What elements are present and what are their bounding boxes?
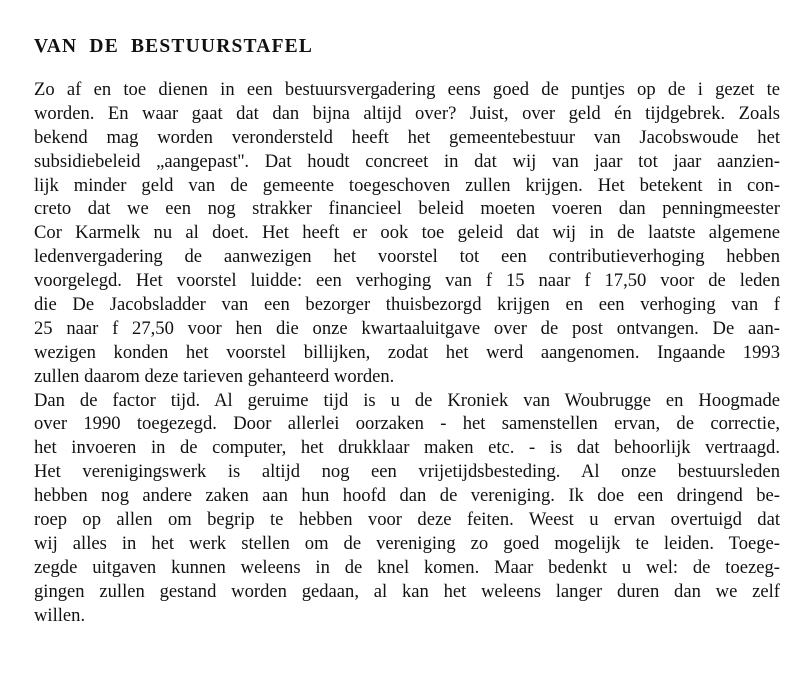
text-line: over 1990 toegezegd. Door allerlei oorzaken - het samenstellen ervan, de correctie, [34, 413, 780, 435]
text-line: hebben nog andere zaken aan hun hoofd dan de vereniging. Ik doe een dringend be- [34, 485, 780, 507]
text-line: wezigen konden het voorstel billijken, zodat het werd aangenomen. Ingaande 1993 [34, 341, 780, 363]
text-line: worden. En waar gaat dat dan bijna altijd over? Juist, over geld én tijdgebrek. Zoals [34, 102, 780, 124]
text-line: het invoeren in de computer, het drukklaar maken etc. - is dat behoorlijk vertraagd. [34, 437, 780, 459]
text-line: Het verenigingswerk is altijd nog een vrijetijdsbesteding. Al onze bestuursleden [34, 461, 780, 483]
text-line: zegde uitgaven kunnen weleens in de knel komen. Maar bedenkt u wel: de toezeg- [34, 556, 780, 578]
text-line: Cor Karmelk nu al doet. Het heeft er ook toe geleid dat wij in de laatste algemene [34, 222, 780, 244]
paragraph-finances [34, 78, 780, 389]
text-line: Zo af en toe dienen in een bestuursvergadering eens goed de puntjes op de i gezet te [34, 79, 780, 100]
document-page [34, 36, 780, 627]
text-line: creto dat we een nog strakker financieel beleid moeten voeren dan penningmeester [34, 198, 780, 220]
text-line: roep op allen om begrip te hebben voor deze feiten. Weest u ervan overtuigd dat [34, 509, 780, 531]
text-line: bekend mag worden verondersteld heeft het gemeentebestuur van Jacobswoude het [34, 126, 780, 148]
text-line: voorgelegd. Het voorstel luidde: een verhoging van f 15 naar f 17,50 voor de leden [34, 270, 780, 292]
text-line: ledenvergadering de aanwezigen het voorstel tot een contributieverhoging hebben [34, 246, 780, 268]
text-line: Dan de factor tijd. Al geruime tijd is u de Kroniek van Woubrugge en Hoogmade [34, 389, 780, 411]
text-line: lijk minder geld van de gemeente toegeschoven zullen krijgen. Het betekent in con- [34, 174, 780, 196]
text-line: willen. [34, 604, 86, 626]
text-line: subsidiebeleid „aangepast''. Dat houdt concreet in dat wij van jaar tot jaar aanzien- [34, 150, 780, 172]
paragraph-time [34, 389, 780, 628]
article-title: VAN DE BESTUURSTAFEL [34, 36, 314, 57]
text-line: zullen daarom deze tarieven gehanteerd worden. [34, 365, 395, 387]
text-line: 25 naar f 27,50 voor hen die onze kwartaaluitgave over de post ontvangen. De aan- [34, 317, 780, 339]
text-line: wij alles in het werk stellen om de vereniging zo goed mogelijk te leiden. Toege- [34, 532, 780, 554]
text-line: die De Jacobsladder van een bezorger thuisbezorgd krijgen en een verhoging van f [34, 294, 780, 316]
text-line: gingen zullen gestand worden gedaan, al kan het weleens langer duren dan we zelf [34, 580, 780, 602]
